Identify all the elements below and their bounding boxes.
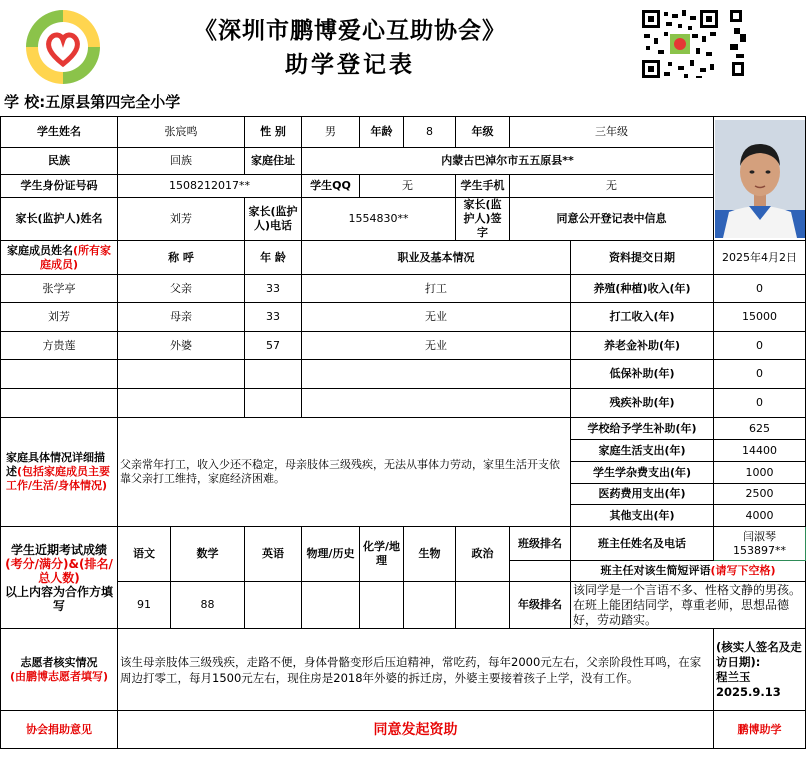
school-label: 学 校: <box>4 93 46 111</box>
member-name: 方贵莲 <box>1 332 118 360</box>
finance-label: 家庭生活支出(年) <box>571 440 714 462</box>
member-relation <box>118 389 245 418</box>
subject-header: 英语 <box>245 527 302 582</box>
finance-value: 0 <box>714 275 806 303</box>
member-age: 33 <box>245 303 302 332</box>
member-occupation <box>302 389 571 418</box>
qq-label: 学生QQ <box>302 175 360 198</box>
qr-code-strip-icon <box>730 8 748 80</box>
association-logo-icon <box>22 6 104 88</box>
member-age <box>245 389 302 418</box>
pengbo-label: 鹏博助学 <box>714 711 806 749</box>
member-occupation <box>302 360 571 389</box>
family-members-label <box>1 241 118 275</box>
member-age <box>245 360 302 389</box>
score-value <box>245 582 302 629</box>
qq-value: 无 <box>360 175 456 198</box>
volunteer-label-main: 志愿者核实情况 <box>20 655 98 669</box>
age-value: 8 <box>404 117 456 148</box>
id-number-label: 学生身份证号码 <box>1 175 118 198</box>
member-name <box>1 389 118 418</box>
guardian-name-value: 刘芳 <box>118 198 245 241</box>
id-number-value: 1508212017** <box>118 175 302 198</box>
address-label: 家庭住址 <box>245 148 302 175</box>
member-occupation: 打工 <box>302 275 571 303</box>
teacher-name: 闫淑琴 <box>743 529 776 543</box>
age-label: 年龄 <box>360 117 404 148</box>
ethnicity-value: 回族 <box>118 148 245 175</box>
teacher-phone: 153897** <box>733 543 786 557</box>
subject-header: 物理/历史 <box>302 527 360 582</box>
class-rank-value <box>510 561 571 582</box>
occupation-header: 职业及基本情况 <box>302 241 571 275</box>
finance-value: 2500 <box>714 484 806 505</box>
grade-rank-label: 年级排名 <box>510 582 571 629</box>
teacher-label: 班主任姓名及电话 <box>571 527 714 561</box>
teacher-comment-label <box>571 561 806 582</box>
score-value <box>360 582 404 629</box>
subject-header: 语文 <box>118 527 171 582</box>
student-name-value: 张宸鸣 <box>118 117 245 148</box>
verifier-name: 程兰玉 <box>716 669 751 684</box>
finance-value: 0 <box>714 360 806 389</box>
teacher-comment-label-note: (请写下空格) <box>710 564 776 577</box>
teacher-comment-label-main: 班主任对该生简短评语 <box>600 564 711 577</box>
subject-header: 数学 <box>171 527 245 582</box>
verifier-label: (核实人签名及走访日期): <box>716 639 802 669</box>
finance-label: 低保补助(年) <box>571 360 714 389</box>
subject-header: 化学/地理 <box>360 527 404 582</box>
submit-date-label: 资料提交日期 <box>571 241 714 275</box>
volunteer-label <box>1 629 118 711</box>
score-value <box>404 582 456 629</box>
family-members-label-main: 家庭成员姓名 <box>6 243 73 257</box>
ethnicity-label: 民族 <box>1 148 118 175</box>
volunteer-label-note: (由鹏博志愿者填写) <box>9 669 109 683</box>
guardian-name-label: 家长(监护人)姓名 <box>1 198 118 241</box>
student-name-label: 学生姓名 <box>1 117 118 148</box>
finance-value: 4000 <box>714 505 806 527</box>
exam-label <box>1 527 118 629</box>
student-photo <box>714 117 806 241</box>
member-relation: 外婆 <box>118 332 245 360</box>
consent-label: 同意公开登记表中信息 <box>510 198 714 241</box>
finance-label: 残疾补助(年) <box>571 389 714 418</box>
exam-label-footer: 以上内容为合作方填写 <box>4 584 113 613</box>
family-desc-label-note: (包括家庭成员主要工作/生活/身体情况) <box>6 465 111 492</box>
submit-date-value: 2025年4月2日 <box>714 241 806 275</box>
assoc-decision: 同意发起资助 <box>118 711 714 749</box>
phone-label: 学生手机 <box>456 175 510 198</box>
guardian-phone-label: 家长(监护人)电话 <box>245 198 302 241</box>
finance-value: 14400 <box>714 440 806 462</box>
member-name: 张学亭 <box>1 275 118 303</box>
finance-value: 0 <box>714 389 806 418</box>
school-name: 五原县第四完全小学 <box>45 93 181 111</box>
qr-code-icon <box>640 8 720 80</box>
finance-label: 学校给予学生补助(年) <box>571 418 714 440</box>
guardian-sign-label: 家长(监护人)签字 <box>456 198 510 241</box>
verifier-date: 2025.9.13 <box>716 684 781 699</box>
member-occupation: 无业 <box>302 303 571 332</box>
form-title: 《深圳市鹏博爱心互助协会》 <box>194 17 506 44</box>
finance-label: 养老金补助(年) <box>571 332 714 360</box>
exam-label-note: (考分/满分)&(排名/总人数) <box>5 556 113 585</box>
finance-value: 1000 <box>714 462 806 484</box>
verifier-cell <box>714 629 806 711</box>
assoc-opinion-label: 协会捐助意见 <box>1 711 118 749</box>
phone-value: 无 <box>510 175 714 198</box>
family-desc-text: 父亲常年打工，收入少还不稳定，母亲肢体三级残疾，无法从事体力劳动，家里生活开支依靠父亲打工维持，家庭经济困难。 <box>118 418 571 527</box>
grade-value: 三年级 <box>510 117 714 148</box>
finance-label: 其他支出(年) <box>571 505 714 527</box>
score-value <box>456 582 510 629</box>
member-name: 刘芳 <box>1 303 118 332</box>
gender-label: 性 别 <box>245 117 302 148</box>
finance-value: 625 <box>714 418 806 440</box>
finance-value: 15000 <box>714 303 806 332</box>
guardian-phone-value: 1554830** <box>302 198 456 241</box>
registration-table <box>0 116 806 749</box>
member-relation: 父亲 <box>118 275 245 303</box>
form-subtitle: 助学登记表 <box>285 51 415 78</box>
member-relation: 母亲 <box>118 303 245 332</box>
member-age: 57 <box>245 332 302 360</box>
teacher-contact <box>714 527 806 561</box>
school-line <box>4 91 180 112</box>
finance-label: 养殖(种植)收入(年) <box>571 275 714 303</box>
relation-header: 称 呼 <box>118 241 245 275</box>
teacher-comment-text: 该同学是一个言语不多、性格文静的男孩。在班上能团结同学，尊重老师，思想品德好，劳动踏实。 <box>571 582 806 629</box>
score-value <box>302 582 360 629</box>
grade-label: 年级 <box>456 117 510 148</box>
address-value: 内蒙古巴淖尔市五五原县** <box>302 148 714 175</box>
volunteer-text: 该生母亲肢体三级残疾，走路不便，身体骨骼变形后压迫精神，常吃药，每年2000元左右，父亲阶段性耳鸣，在家周边打零工，每月1500元左右，现住房是2018年外婆的拆迁房，外婆主要接着孩子上学，没有工作。 <box>118 629 714 711</box>
member-occupation: 无业 <box>302 332 571 360</box>
member-name <box>1 360 118 389</box>
score-value: 88 <box>171 582 245 629</box>
finance-label: 打工收入(年) <box>571 303 714 332</box>
finance-label: 医药费用支出(年) <box>571 484 714 505</box>
family-members-label-note: (所有家庭成员) <box>39 243 112 271</box>
finance-label: 学生学杂费支出(年) <box>571 462 714 484</box>
score-value: 91 <box>118 582 171 629</box>
finance-value: 0 <box>714 332 806 360</box>
member-age: 33 <box>245 275 302 303</box>
member-age-header: 年 龄 <box>245 241 302 275</box>
subject-header: 政治 <box>456 527 510 582</box>
member-relation <box>118 360 245 389</box>
class-rank-label: 班级排名 <box>510 527 571 561</box>
subject-header: 生物 <box>404 527 456 582</box>
exam-label-main: 学生近期考试成绩 <box>10 542 107 557</box>
family-desc-label-main: 家庭具体情况详细描述 <box>6 451 105 478</box>
gender-value: 男 <box>302 117 360 148</box>
family-desc-label <box>1 418 118 527</box>
